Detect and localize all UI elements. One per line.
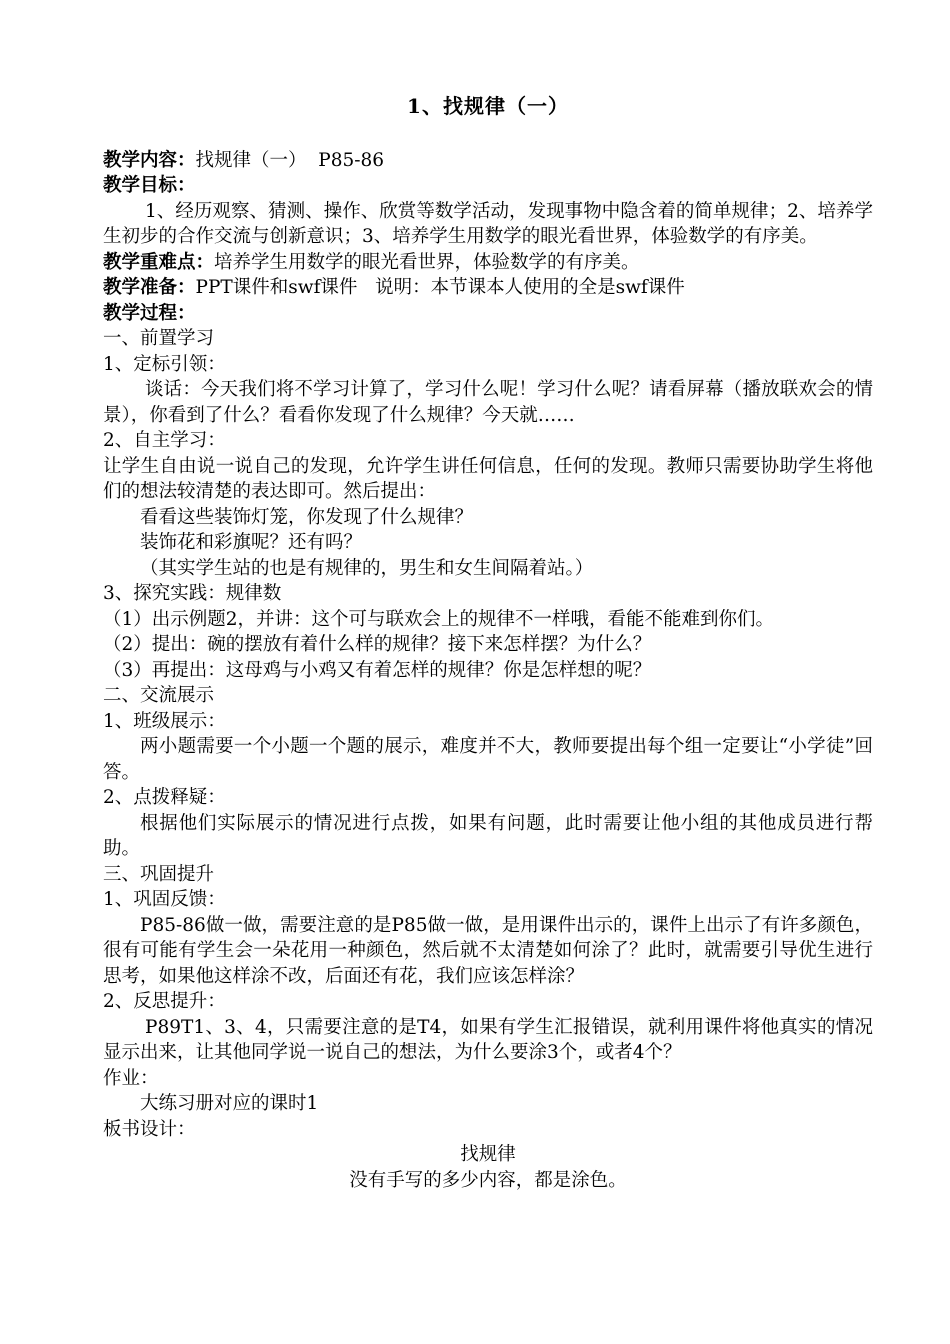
section-1-2-question-3: （其实学生站的也是有规律的，男生和女生间隔着站。） — [140, 557, 594, 579]
section-3-1-heading: 1、巩固反馈： — [103, 889, 226, 910]
board-text: 没有手写的多少内容，都是涂色。 — [349, 1169, 627, 1191]
prep-row — [103, 275, 873, 301]
section-2-1-text: 两小题需要一个小题一个题的展示，难度并不大，教师要提出每个组一定要让“小学徒”回答。 — [103, 736, 873, 783]
board-label: 板书设计： — [103, 1118, 196, 1140]
homework-label: 作业： — [103, 1067, 159, 1089]
section-2-heading: 二、交流展示 — [103, 685, 215, 706]
page-title: 1、找规律（一） — [407, 94, 569, 118]
section-3-2-text: P89T1、3、4，只需要注意的是T4，如果有学生汇报错误，就利用课件将他真实的情况显示出来，让其他同学说一说自己的想法，为什么要涂3个，或者4个？ — [103, 1016, 873, 1063]
section-1-3-item-1: （1）出示例题2，并讲：这个可与联欢会上的规律不一样哦，看能不能难到你们。 — [103, 608, 775, 630]
key-value: 培养学生用数学的眼光看世界，体验数学的有序美。 — [214, 251, 640, 273]
section-2-2-text: 根据他们实际展示的情况进行点拨，如果有问题，此时需要让他小组的其他成员进行帮助。 — [103, 812, 873, 859]
process-label: 教学过程： — [103, 302, 196, 324]
section-1-3-heading: 3、探究实践：规律数 — [103, 583, 282, 604]
prep-value: PPT课件和swf课件 说明：本节课本人使用的全是swf课件 — [195, 277, 685, 298]
section-1-3-item-2: （2）提出：碗的摆放有着什么样的规律？接下来怎样摆？为什么？ — [103, 634, 652, 655]
section-1-2-question-2: 装饰花和彩旗呢？还有吗？ — [140, 532, 363, 553]
content-value: 找规律（一） P85-86 — [195, 149, 385, 171]
content-row — [103, 148, 873, 174]
document-page — [103, 94, 873, 1193]
content-label: 教学内容： — [103, 149, 196, 171]
section-3-heading: 三、巩固提升 — [103, 863, 215, 885]
section-1-3-item-3: （3）再提出：这母鸡与小鸡又有着怎样的规律？你是怎样想的呢？ — [103, 659, 652, 681]
section-1-1-text: 谈话：今天我们将不学习计算了，学习什么呢！学习什么呢？请看屏幕（播放联欢会的情景），你看到了什么？看看你发现了什么规律？今天就…… — [103, 379, 873, 426]
section-1-2-heading: 2、自主学习： — [103, 430, 226, 451]
section-3-1-text: P85-86做一做，需要注意的是P85做一做，是用课件出示的，课件上出示了有许多颜色，很有可能有学生会一朵花用一种颜色，然后就不太清楚如何涂了？此时，就需要引导优生进行思考，如果他这样涂不改，后面还有花，我们应该怎样涂？ — [103, 914, 873, 987]
section-1-heading: 一、前置学习 — [103, 328, 215, 349]
goals-label: 教学目标： — [103, 175, 196, 196]
section-1-2-text: 让学生自由说一说自己的发现，允许学生讲任何信息，任何的发现。教师只需要协助学生将他们的想法较清楚的表达即可。然后提出： — [103, 455, 873, 502]
key-row — [103, 250, 873, 276]
goals-text: 1、经历观察、猜测、操作、欣赏等数学活动，发现事物中隐含着的简单规律；2、培养学生初步的合作交流与创新意识；3、培养学生用数学的眼光看世界，体验数学的有序美。 — [103, 200, 873, 247]
section-2-1-heading: 1、班级展示： — [103, 710, 226, 732]
board-title: 找规律 — [460, 1144, 516, 1165]
section-1-2-question-1: 看看这些装饰灯笼，你发现了什么规律？ — [140, 506, 474, 528]
section-1-1-heading: 1、定标引领： — [103, 353, 226, 375]
prep-label: 教学准备： — [103, 277, 196, 298]
section-3-2-heading: 2、反思提升： — [103, 991, 226, 1012]
key-label: 教学重难点： — [103, 251, 215, 273]
homework-text: 大练习册对应的课时1 — [140, 1093, 319, 1114]
section-2-2-heading: 2、点拨释疑： — [103, 787, 226, 808]
